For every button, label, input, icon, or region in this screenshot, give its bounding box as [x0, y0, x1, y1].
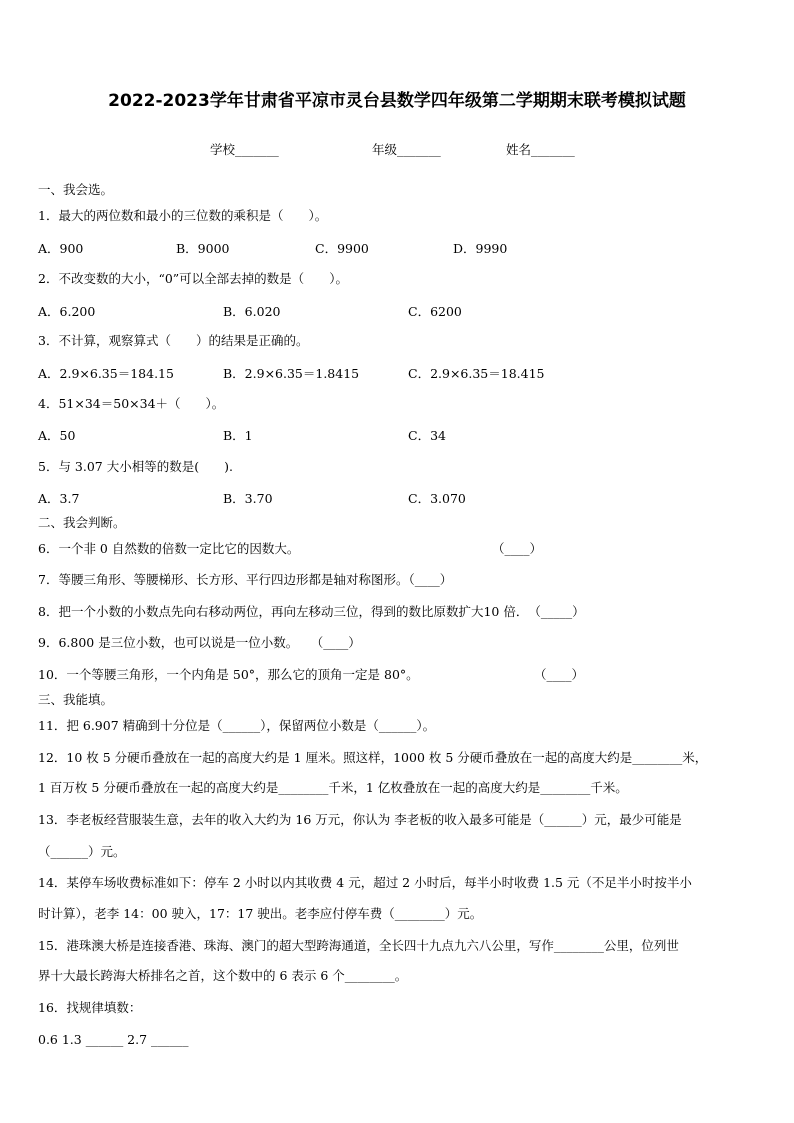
option-b: B．9000	[176, 241, 230, 256]
question-15-line-2: 界十大最长跨海大桥排名之首，这个数中的 6 表示 6 个________。	[38, 968, 408, 983]
school-field: 学校_______	[210, 142, 279, 157]
option-c: C．3.070	[408, 491, 466, 506]
option-c: C．2.9×6.35＝18.415	[408, 366, 545, 381]
question-5: 5．与 3.07 大小相等的数是( ).	[38, 459, 233, 474]
question-4: 4．51×34＝50×34＋（ ）。	[38, 396, 225, 411]
question-15-line-1: 15．港珠澳大桥是连接香港、珠海、澳门的超大型跨海通道，全长四十九点九六八公里，写作________公里，位列世	[38, 938, 679, 953]
question-1: 1．最大的两位数和最小的三位数的乘积是（ ）。	[38, 208, 328, 223]
question-11: 11．把 6.907 精确到十分位是（______），保留两位小数是（______）。	[38, 718, 436, 733]
option-c: C．6200	[408, 304, 462, 319]
question-10: 10．一个等腰三角形，一个内角是 50°，那么它的顶角一定是 80°。	[38, 667, 419, 682]
question-4-options	[38, 426, 758, 444]
question-1-options	[38, 239, 758, 257]
option-b: B．3.70	[223, 491, 273, 506]
question-13-line-2: （______）元。	[38, 844, 126, 859]
name-field: 姓名_______	[506, 142, 575, 157]
student-info-row	[0, 140, 794, 160]
question-16: 16．找规律填数：	[38, 1000, 142, 1015]
question-16-sequence: 0.6 1.3 ______ 2.7 ______	[38, 1032, 189, 1047]
option-a: A．2.9×6.35＝184.15	[38, 366, 174, 381]
question-3-options	[38, 364, 758, 382]
grade-field: 年级_______	[372, 142, 441, 157]
question-12-line-1: 12．10 枚 5 分硬币叠放在一起的高度大约是 1 厘米。照这样，1000 枚 5 分硬币叠放在一起的高度大约是________米，	[38, 750, 708, 765]
option-c: C．34	[408, 428, 446, 443]
question-8: 8．把一个小数的小数点先向右移动两位，再向左移动三位，得到的数比原数扩大10 倍． （_____）	[38, 604, 585, 619]
option-b: B．6.020	[223, 304, 281, 319]
answer-bracket: （____）	[534, 667, 585, 682]
answer-bracket: （____）	[492, 541, 543, 556]
question-14-line-2: 时计算），老李 14：00 驶入，17：17 驶出。老李应付停车费（________）元。	[38, 906, 483, 921]
page-title: 2022-2023学年甘肃省平凉市灵台县数学四年级第二学期期末联考模拟试题	[108, 91, 686, 111]
option-a: A．6.200	[38, 304, 96, 319]
question-13-line-1: 13．李老板经营服装生意，去年的收入大约为 16 万元，你认为 李老板的收入最多可能是（______）元，最少可能是	[38, 812, 682, 827]
question-5-options	[38, 489, 758, 507]
option-b: B．2.9×6.35＝1.8415	[223, 366, 360, 381]
question-9: 9．6.800 是三位小数，也可以说是一位小数。 （____）	[38, 635, 361, 650]
question-6: 6．一个非 0 自然数的倍数一定比它的因数大。	[38, 541, 300, 556]
question-3: 3．不计算，观察算式（ ）的结果是正确的。	[38, 333, 309, 348]
option-b: B．1	[223, 428, 253, 443]
question-7: 7．等腰三角形、等腰梯形、长方形、平行四边形都是轴对称图形。（____）	[38, 572, 453, 587]
section-heading: 三、我能填。	[38, 692, 114, 707]
option-a: A．50	[38, 428, 76, 443]
question-2: 2．不改变数的大小，“0”可以全部去掉的数是（ ）。	[38, 271, 348, 286]
question-14-line-1: 14．某停车场收费标准如下：停车 2 小时以内其收费 4 元，超过 2 小时后，每半小时收费 1.5 元（不足半小时按半小	[38, 875, 692, 890]
question-12-line-2: 1 百万枚 5 分硬币叠放在一起的高度大约是________千米，1 亿枚叠放在一起的高度大约是________千米。	[38, 780, 628, 795]
option-d: D．9990	[453, 241, 508, 256]
question-2-options	[38, 302, 758, 320]
option-c: C．9900	[315, 241, 369, 256]
section-heading: 二、我会判断。	[38, 515, 126, 530]
option-a: A．3.7	[38, 491, 80, 506]
section-heading: 一、我会选。	[38, 182, 114, 197]
option-a: A．900	[38, 241, 84, 256]
